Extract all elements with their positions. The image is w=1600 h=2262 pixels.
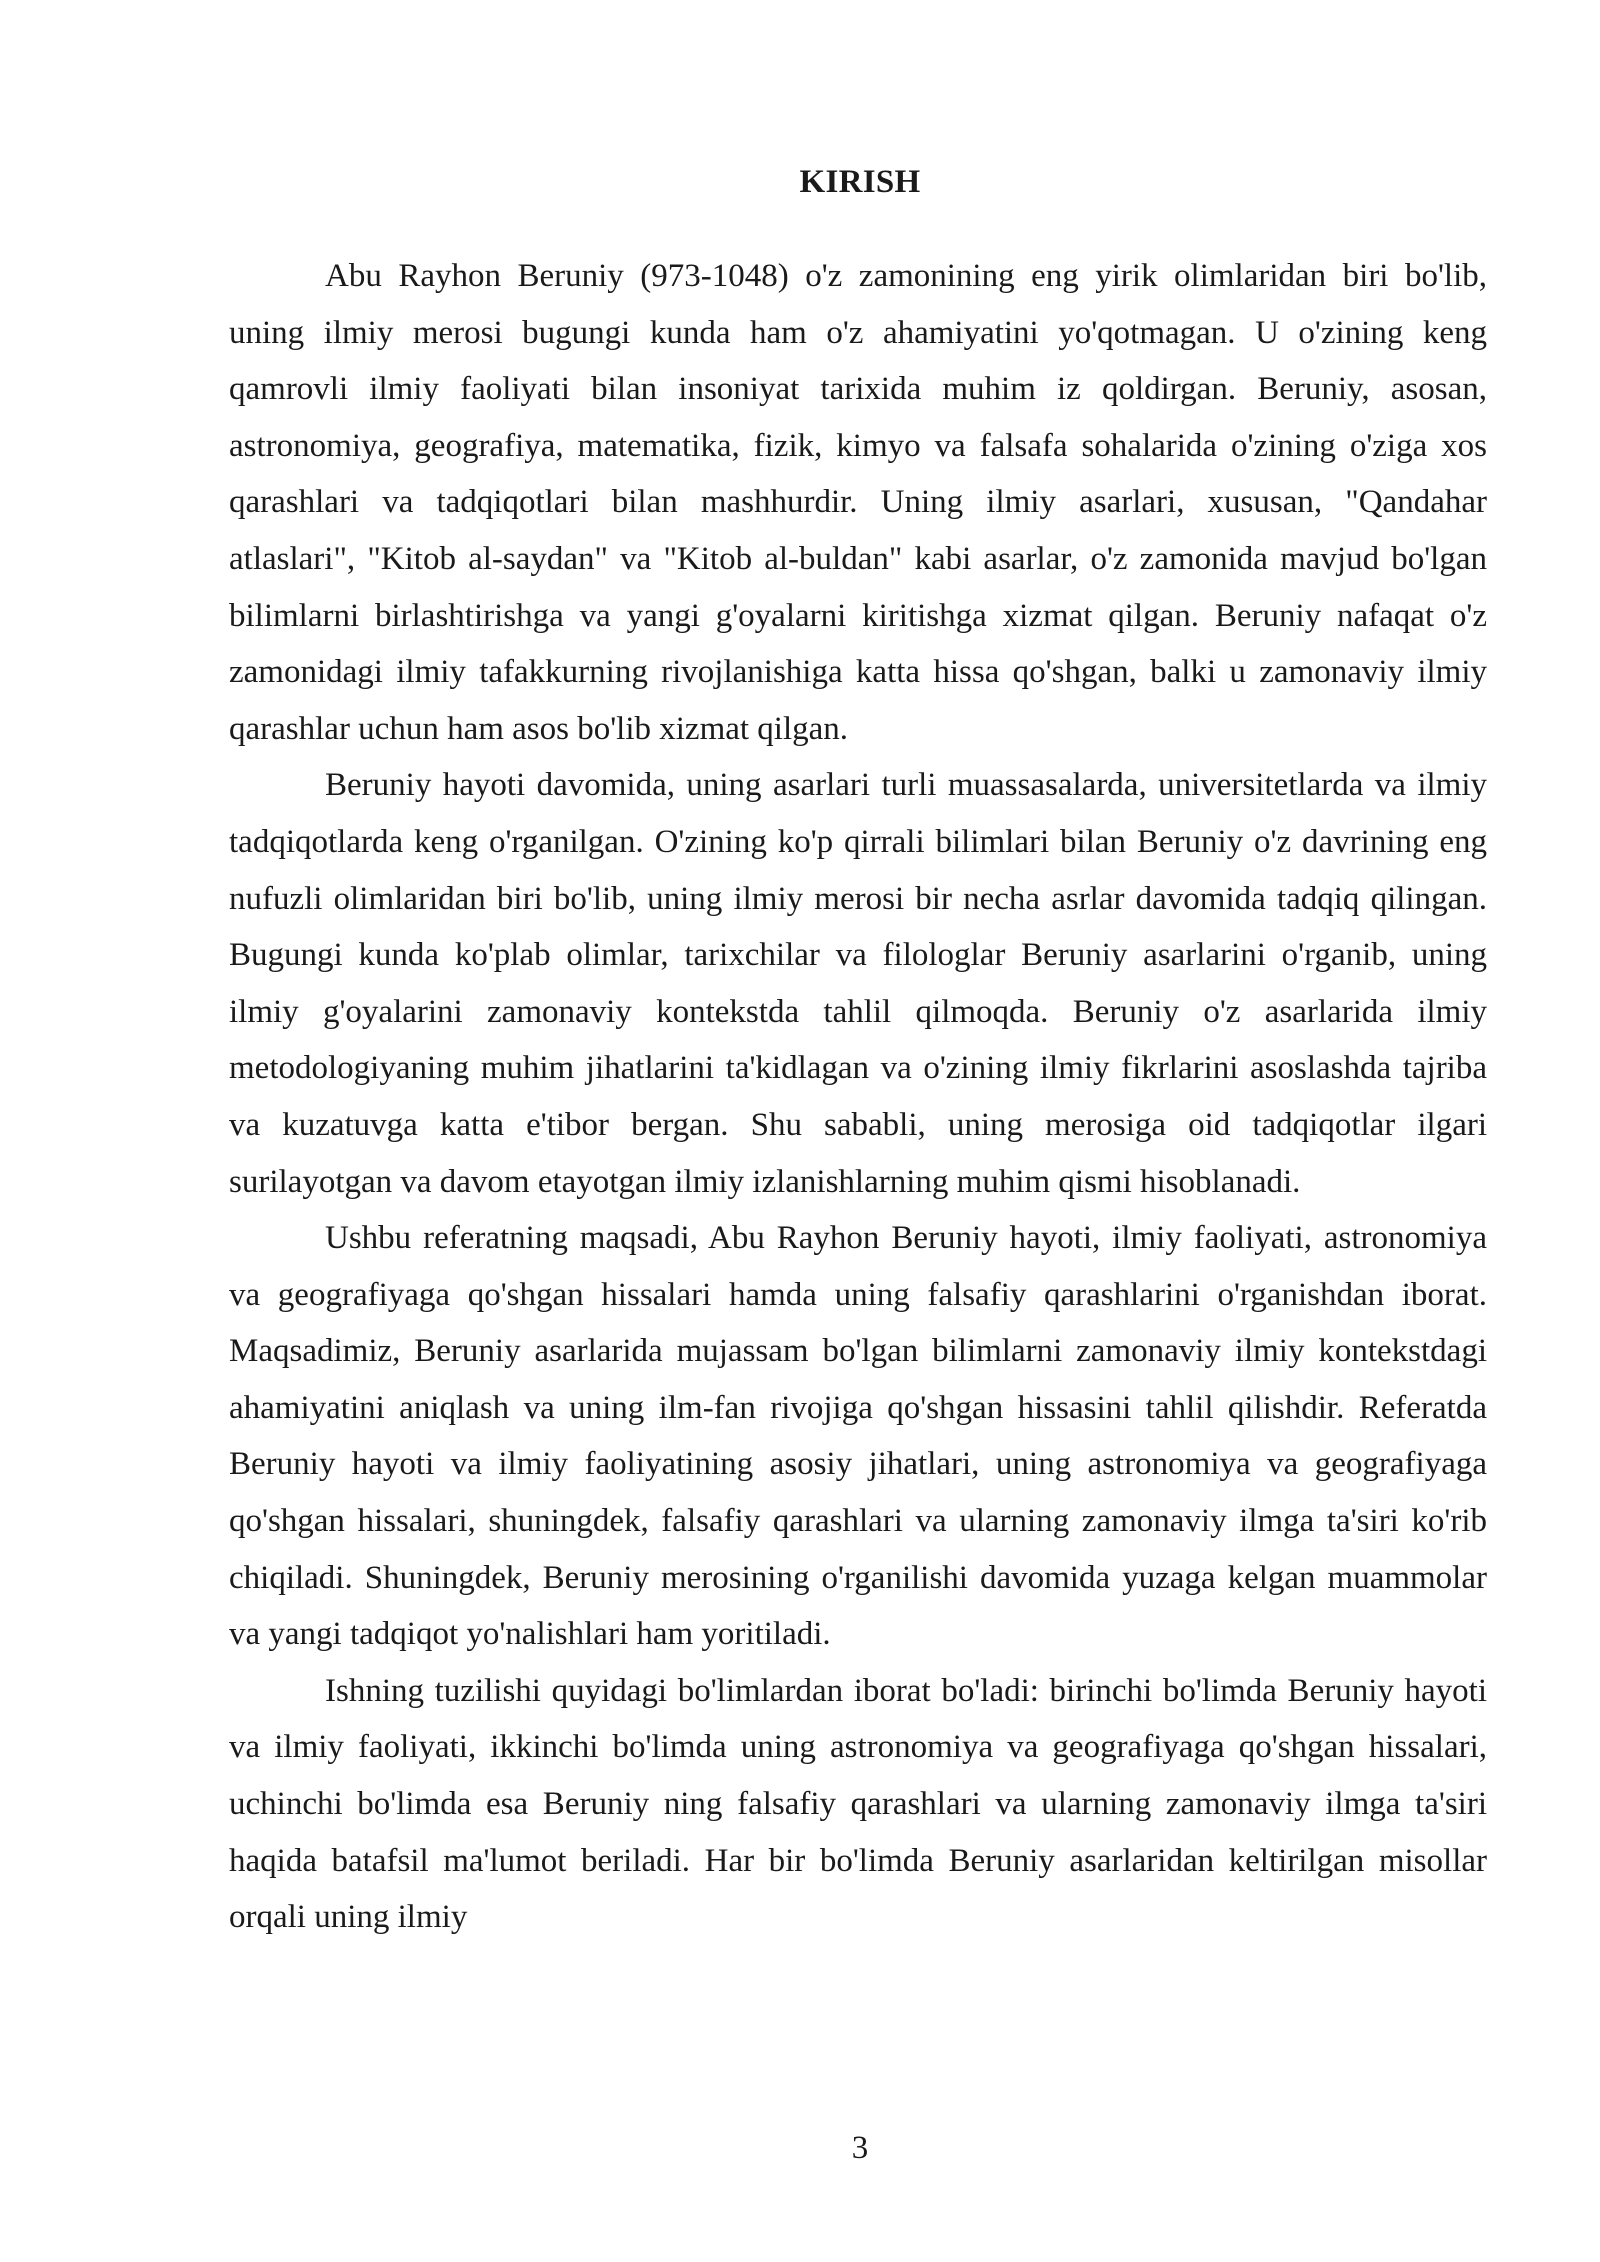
body-text [229, 248, 1487, 1946]
paragraph-4: Ishning tuzilishi quyidagi bo'limlardan iborat bo'ladi: birinchi bo'limda Beruniy hayoti va ilmiy faoliyati, ikkinchi bo'limda uning astronomiya va geografiyaga qo'shgan hissalari, uchinchi bo'limda esa Beruniy ning falsafiy qarashlari va ularning zamonaviy ilmga ta'siri haqida batafsil ma'lumot beriladi. Har bir bo'limda Beruniy asarlaridan keltirilgan misollar orqali uning ilmiy [229, 1672, 1487, 1936]
paragraph-2: Beruniy hayoti davomida, uning asarlari turli muassasalarda, universitetlarda va ilmiy tadqiqotlarda keng o'rganilgan. O'zining ko'p qirrali bilimlari bilan Beruniy o'z davrining eng nufuzli olimlaridan biri bo'lib, uning ilmiy merosi bir necha asrlar davomida tadqiq qilingan. Bugungi kunda ko'plab olimlar, tarixchilar va filologlar Beruniy asarlarini o'rganib, uning ilmiy g'oyalarini zamonaviy kontekstda tahlil qilmoqda. Beruniy o'z asarlarida ilmiy metodologiyaning muhim jihatlarini ta'kidlagan va o'zining ilmiy fikrlarini asoslashda tajriba va kuzatuvga katta e'tibor bergan. Shu sababli, uning merosiga oid tadqiqotlar ilgari surilayotgan va davom etayotgan ilmiy izlanishlarning muhim qismi hisoblanadi. [229, 767, 1487, 1200]
page-number: 3 [851, 2130, 869, 2166]
page-heading: KIRISH [799, 164, 921, 200]
paragraph-1: Abu Rayhon Beruniy (973-1048) o'z zamonining eng yirik olimlaridan biri bo'lib, uning ilmiy merosi bugungi kunda ham o'z ahamiyatini yo'qotmagan. U o'zining keng qamrovli ilmiy faoliyati bilan insoniyat tarixida muhim iz qoldirgan. Beruniy, asosan, astronomiya, geografiya, matematika, fizik, kimyo va falsafa sohalarida o'zining o'ziga xos qarashlari va tadqiqotlari bilan mashhurdir. Uning ilmiy asarlari, xususan, "Qandahar atlaslari", "Kitob al-saydan" va "Kitob al-buldan" kabi asarlar, o'z zamonida mavjud bo'lgan bilimlarni birlashtirishga va yangi g'oyalarni kiritishga xizmat qilgan. Beruniy nafaqat o'z zamonidagi ilmiy tafakkurning rivojlanishiga katta hissa qo'shgan, balki u zamonaviy ilmiy qarashlar uchun ham asos bo'lib xizmat qilgan. [229, 258, 1487, 747]
paragraph-3: Ushbu referatning maqsadi, Abu Rayhon Beruniy hayoti, ilmiy faoliyati, astronomiya va geografiyaga qo'shgan hissalari hamda uning falsafiy qarashlarini o'rganishdan iborat. Maqsadimiz, Beruniy asarlarida mujassam bo'lgan bilimlarni zamonaviy ilmiy kontekstdagi ahamiyatini aniqlash va uning ilm-fan rivojiga qo'shgan hissasini tahlil qilishdir. Referatda Beruniy hayoti va ilmiy faoliyatining asosiy jihatlari, uning astronomiya va geografiyaga qo'shgan hissalari, shuningdek, falsafiy qarashlari va ularning zamonaviy ilmga ta'siri ko'rib chiqiladi. Shuningdek, Beruniy merosining o'rganilishi davomida yuzaga kelgan muammolar va yangi tadqiqot yo'nalishlari ham yoritiladi. [229, 1220, 1487, 1653]
